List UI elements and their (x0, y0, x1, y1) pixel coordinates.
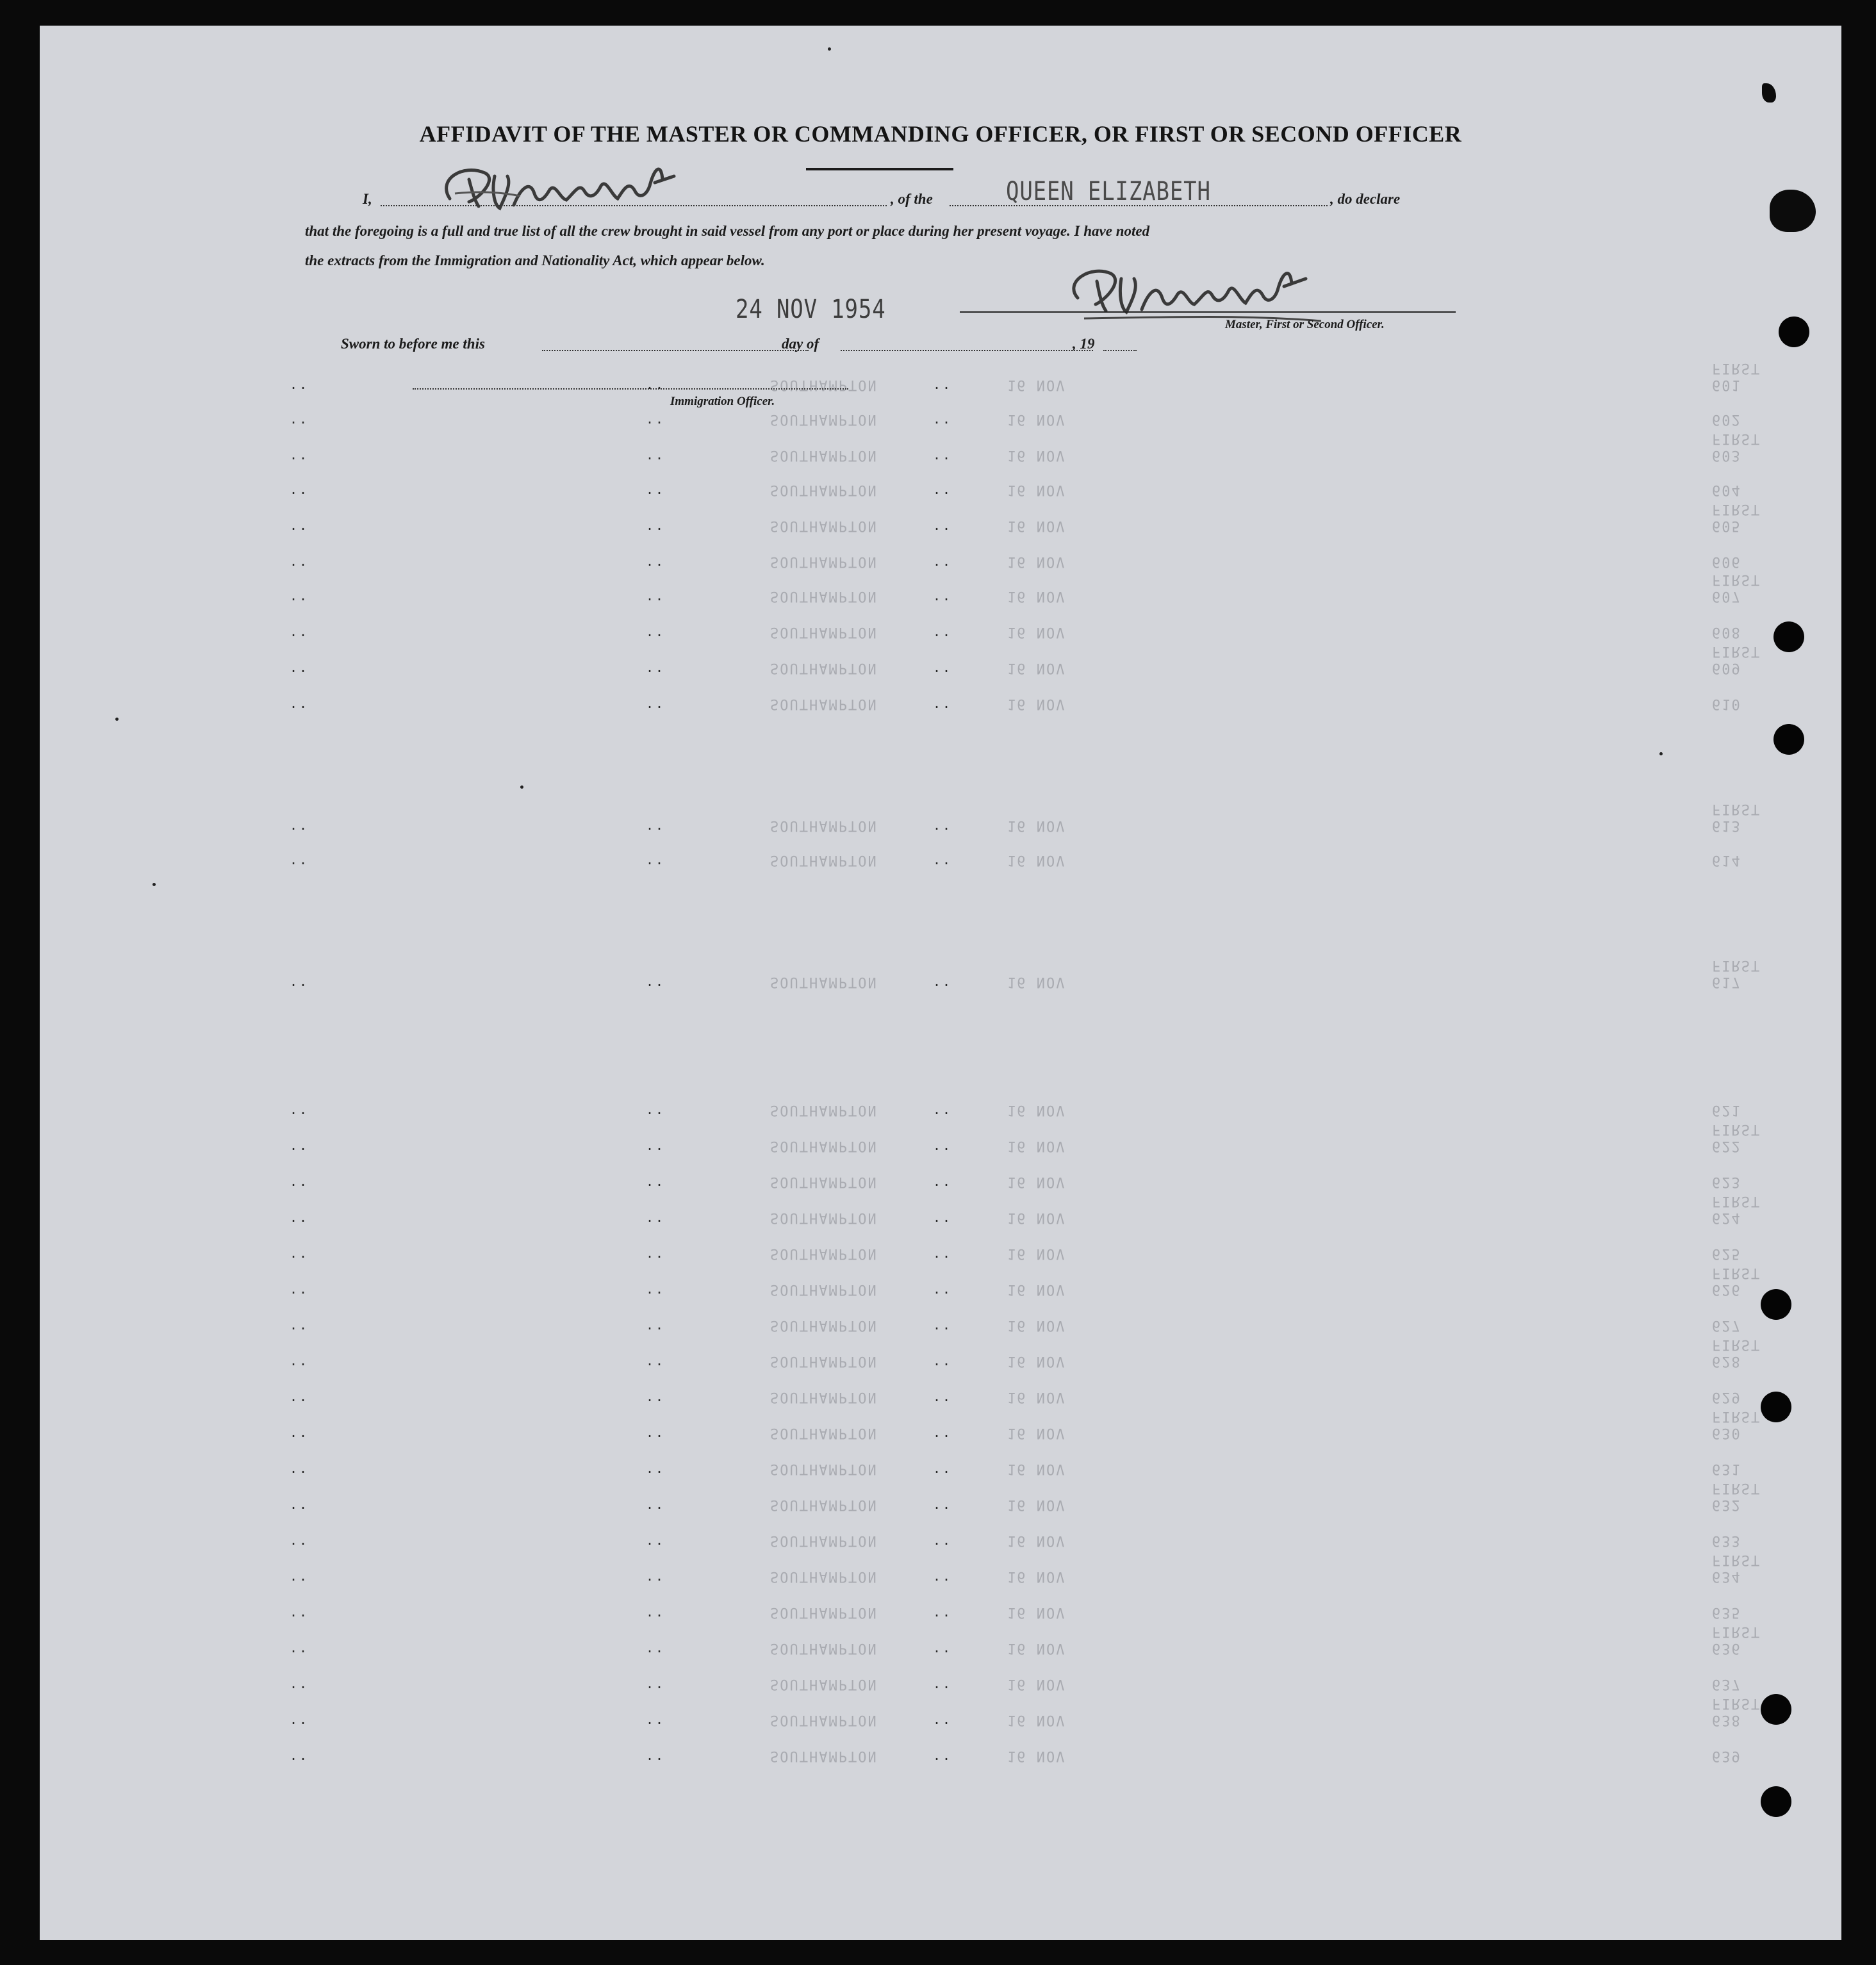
dot-mark: .. (933, 588, 953, 604)
bleed-through-port: SOUTHAMPTON (770, 588, 878, 604)
bleed-through-date: 16 NOV (1007, 1174, 1066, 1190)
bleed-through-row (40, 624, 1841, 643)
bleed-through-port: SOUTHAMPTON (770, 1676, 878, 1692)
dot-mark: .. (646, 447, 666, 463)
dot-mark: .. (290, 482, 309, 497)
dot-mark: .. (933, 377, 953, 392)
day-of-label: day of (782, 336, 819, 352)
bleed-through-date: 16 NOV (1007, 1246, 1066, 1262)
dot-mark: .. (290, 1389, 309, 1404)
dot-mark: .. (933, 1138, 953, 1153)
vessel-name-stamp: QUEEN ELIZABETH (1006, 177, 1211, 206)
bleed-through-class: FIRST (1712, 1408, 1761, 1424)
dot-mark: .. (646, 1317, 666, 1333)
bleed-through-class: FIRST (1712, 360, 1761, 376)
dot-mark: .. (290, 1604, 309, 1620)
bleed-through-number: 625 (1712, 1246, 1741, 1262)
bleed-through-date: 16 NOV (1007, 1425, 1066, 1441)
bleed-through-port: SOUTHAMPTON (770, 1712, 878, 1728)
bleed-through-number: 613 (1712, 818, 1741, 834)
dot-mark: .. (290, 1317, 309, 1333)
bleed-through-class: FIRST (1712, 1552, 1761, 1568)
sworn-year-line (1103, 350, 1137, 351)
bleed-through-row (40, 501, 1841, 537)
dot-mark: .. (933, 1353, 953, 1369)
dot-mark: .. (290, 1676, 309, 1691)
punch-hole (1773, 621, 1804, 652)
dot-mark: .. (646, 1640, 666, 1656)
dot-mark: .. (933, 447, 953, 463)
punch-hole (1761, 1694, 1791, 1725)
affidavit-title: AFFIDAVIT OF THE MASTER OR COMMANDING OFFICER, OR FIRST OR SECOND OFFICER (419, 121, 1462, 147)
dot-mark: .. (646, 1676, 666, 1691)
bleed-through-date: 16 NOV (1007, 852, 1066, 868)
bleed-through-number: 623 (1712, 1174, 1741, 1190)
dot-mark: .. (646, 1533, 666, 1548)
dot-mark: .. (646, 852, 666, 867)
bleed-through-class: FIRST (1712, 957, 1761, 973)
dot-mark: .. (290, 1461, 309, 1476)
bleed-through-port: SOUTHAMPTON (770, 696, 878, 712)
dot-mark: .. (646, 377, 666, 392)
dot-mark: .. (290, 1425, 309, 1440)
bleed-through-row (40, 957, 1841, 993)
bleed-through-number: 607 (1712, 588, 1741, 604)
bleed-through-row (40, 1748, 1841, 1767)
bleed-through-date: 16 NOV (1007, 1138, 1066, 1154)
sworn-prefix: Sworn to before me this (341, 336, 485, 352)
dot-mark: .. (646, 1748, 666, 1763)
bleed-through-port: SOUTHAMPTON (770, 1568, 878, 1584)
bleed-through-date: 16 NOV (1007, 554, 1066, 570)
dot-mark: .. (290, 1748, 309, 1763)
bleed-through-number: 624 (1712, 1210, 1741, 1226)
bleed-through-date: 16 NOV (1007, 624, 1066, 640)
bleed-through-number: 604 (1712, 482, 1741, 498)
bleed-through-date: 16 NOV (1007, 447, 1066, 463)
dot-mark: .. (646, 818, 666, 833)
bleed-through-date: 16 NOV (1007, 1102, 1066, 1118)
speck (1659, 752, 1663, 755)
bleed-through-port: SOUTHAMPTON (770, 447, 878, 463)
dot-mark: .. (933, 1748, 953, 1763)
bleed-through-row (40, 801, 1841, 837)
bleed-through-number: 626 (1712, 1281, 1741, 1297)
bleed-through-number: 638 (1712, 1712, 1741, 1728)
dot-mark: .. (933, 1568, 953, 1584)
bleed-through-number: 630 (1712, 1425, 1741, 1441)
bleed-through-date: 16 NOV (1007, 518, 1066, 534)
bleed-through-row (40, 1121, 1841, 1157)
bleed-through-date: 16 NOV (1007, 1497, 1066, 1513)
dot-mark: .. (646, 482, 666, 497)
punch-hole (1761, 1786, 1791, 1817)
dot-mark: .. (290, 1281, 309, 1297)
bleed-through-port: SOUTHAMPTON (770, 377, 878, 393)
dot-mark: .. (646, 1389, 666, 1404)
bleed-through-class: FIRST (1712, 1336, 1761, 1352)
document-page (40, 26, 1841, 1940)
bleed-through-number: 631 (1712, 1461, 1741, 1477)
bleed-through-port: SOUTHAMPTON (770, 1497, 878, 1513)
dot-mark: .. (290, 1533, 309, 1548)
bleed-through-number: 610 (1712, 696, 1741, 712)
bleed-through-number: 605 (1712, 518, 1741, 534)
bleed-through-number: 614 (1712, 852, 1741, 868)
bleed-through-date: 16 NOV (1007, 588, 1066, 604)
dot-mark: .. (646, 518, 666, 533)
bleed-through-class: FIRST (1712, 1695, 1761, 1711)
bleed-through-date: 16 NOV (1007, 1533, 1066, 1549)
speck (828, 47, 831, 51)
bleed-through-port: SOUTHAMPTON (770, 1210, 878, 1226)
dot-mark: .. (646, 1712, 666, 1727)
bleed-through-date: 16 NOV (1007, 1676, 1066, 1692)
bleed-through-date: 16 NOV (1007, 1281, 1066, 1297)
bleed-through-number: 629 (1712, 1389, 1741, 1405)
bleed-through-number: 635 (1712, 1604, 1741, 1620)
bleed-through-number: 632 (1712, 1497, 1741, 1513)
dot-mark: .. (933, 974, 953, 989)
dot-mark: .. (290, 447, 309, 463)
punch-hole (1779, 317, 1809, 347)
bleed-through-port: SOUTHAMPTON (770, 1425, 878, 1441)
dot-mark: .. (290, 588, 309, 604)
ink-mark (1762, 83, 1776, 103)
dot-mark: .. (290, 1640, 309, 1656)
bleed-through-date: 16 NOV (1007, 1353, 1066, 1369)
year-prefix: , 19 (1073, 336, 1095, 352)
bleed-through-date: 16 NOV (1007, 1317, 1066, 1333)
bleed-through-number: 628 (1712, 1353, 1741, 1369)
bleed-through-port: SOUTHAMPTON (770, 554, 878, 570)
bleed-through-port: SOUTHAMPTON (770, 1748, 878, 1764)
dot-mark: .. (290, 1712, 309, 1727)
dot-mark: .. (290, 660, 309, 675)
dot-mark: .. (933, 660, 953, 675)
dot-mark: .. (933, 518, 953, 533)
dot-mark: .. (646, 1138, 666, 1153)
bleed-through-class: FIRST (1712, 1265, 1761, 1281)
dot-mark: .. (646, 1461, 666, 1476)
bleed-through-date: 16 NOV (1007, 1568, 1066, 1584)
bleed-through-port: SOUTHAMPTON (770, 1174, 878, 1190)
bleed-through-number: 633 (1712, 1533, 1741, 1549)
bleed-through-row (40, 1676, 1841, 1695)
punch-hole (1761, 1289, 1791, 1320)
bleed-through-number: 608 (1712, 624, 1741, 640)
bleed-through-date: 16 NOV (1007, 1640, 1066, 1656)
bleed-through-number: 617 (1712, 974, 1741, 990)
dot-mark: .. (933, 1317, 953, 1333)
dot-mark: .. (646, 696, 666, 711)
bleed-through-number: 622 (1712, 1138, 1741, 1154)
dot-mark: .. (646, 1568, 666, 1584)
dot-mark: .. (290, 411, 309, 427)
bleed-through-date: 16 NOV (1007, 1389, 1066, 1405)
bleed-through-class: FIRST (1712, 801, 1761, 817)
dot-mark: .. (290, 1210, 309, 1225)
bleed-through-date: 16 NOV (1007, 696, 1066, 712)
bleed-through-port: SOUTHAMPTON (770, 624, 878, 640)
bleed-through-date: 16 NOV (1007, 411, 1066, 427)
dot-mark: .. (933, 1425, 953, 1440)
dot-mark: .. (933, 1497, 953, 1512)
bleed-through-number: 639 (1712, 1748, 1741, 1764)
of-the-label: , of the (891, 191, 933, 207)
dot-mark: .. (646, 1174, 666, 1189)
dot-mark: .. (290, 1102, 309, 1117)
title-underline (806, 168, 953, 170)
master-signature-top (424, 154, 693, 224)
bleed-through-row (40, 360, 1841, 396)
bleed-through-row (40, 1624, 1841, 1659)
dot-mark: .. (933, 554, 953, 569)
ink-blot (1770, 190, 1816, 232)
master-officer-label: Master, First or Second Officer. (1225, 318, 1385, 331)
dot-mark: .. (290, 1568, 309, 1584)
bleed-through-class: FIRST (1712, 1480, 1761, 1496)
bleed-through-row (40, 1695, 1841, 1731)
bleed-through-port: SOUTHAMPTON (770, 1533, 878, 1549)
punch-hole (1773, 724, 1804, 755)
dot-mark: .. (290, 554, 309, 569)
bleed-through-port: SOUTHAMPTON (770, 974, 878, 990)
dot-mark: .. (646, 1353, 666, 1369)
dot-mark: .. (290, 1497, 309, 1512)
dot-mark: .. (933, 696, 953, 711)
speck (520, 785, 523, 789)
bleed-through-port: SOUTHAMPTON (770, 1640, 878, 1656)
bleed-through-row (40, 1102, 1841, 1121)
bleed-through-port: SOUTHAMPTON (770, 1102, 878, 1118)
dot-mark: .. (646, 1246, 666, 1261)
immigration-officer-line (413, 388, 848, 390)
bleed-through-row (40, 1317, 1841, 1336)
sworn-day-line (542, 350, 809, 351)
bleed-through-row (40, 696, 1841, 715)
dot-mark: .. (646, 1102, 666, 1117)
dot-mark: .. (933, 1533, 953, 1548)
dot-mark: .. (933, 1461, 953, 1476)
dot-mark: .. (933, 1281, 953, 1297)
bleed-through-date: 16 NOV (1007, 1461, 1066, 1477)
bleed-through-row (40, 571, 1841, 607)
dot-mark: .. (290, 624, 309, 639)
bleed-through-port: SOUTHAMPTON (770, 518, 878, 534)
bleed-through-row (40, 482, 1841, 501)
speck (152, 883, 156, 886)
dot-mark: .. (646, 411, 666, 427)
bleed-through-number: 601 (1712, 377, 1741, 393)
dot-mark: .. (646, 1604, 666, 1620)
bleed-through-date: 16 NOV (1007, 1712, 1066, 1728)
dot-mark: .. (290, 518, 309, 533)
bleed-through-row (40, 1408, 1841, 1444)
bleed-through-date: 16 NOV (1007, 1604, 1066, 1620)
dot-mark: .. (933, 1712, 953, 1727)
bleed-through-row (40, 1174, 1841, 1193)
bleed-through-number: 603 (1712, 447, 1741, 463)
bleed-through-port: SOUTHAMPTON (770, 1461, 878, 1477)
dot-mark: .. (646, 1425, 666, 1440)
bleed-through-date: 16 NOV (1007, 1210, 1066, 1226)
dot-mark: .. (646, 660, 666, 675)
dot-mark: .. (933, 852, 953, 867)
bleed-through-port: SOUTHAMPTON (770, 660, 878, 676)
dot-mark: .. (933, 818, 953, 833)
bleed-through-port: SOUTHAMPTON (770, 482, 878, 498)
dot-mark: .. (933, 1246, 953, 1261)
bleed-through-number: 627 (1712, 1317, 1741, 1333)
dot-mark: .. (646, 1497, 666, 1512)
bleed-through-row (40, 411, 1841, 431)
bleed-through-number: 609 (1712, 660, 1741, 676)
declaration-text-line-1: that the foregoing is a full and true list of all the crew brought in said vessel from any port or place during her present voyage. I have noted (305, 223, 1150, 239)
dot-mark: .. (933, 1174, 953, 1189)
bleed-through-row (40, 1336, 1841, 1372)
dot-mark: .. (933, 1102, 953, 1117)
bleed-through-class: FIRST (1712, 643, 1761, 659)
bleed-through-number: 634 (1712, 1568, 1741, 1584)
bleed-through-date: 16 NOV (1007, 818, 1066, 834)
dot-mark: .. (933, 1210, 953, 1225)
dot-mark: .. (290, 1138, 309, 1153)
bleed-through-date: 16 NOV (1007, 974, 1066, 990)
dot-mark: .. (933, 482, 953, 497)
punch-hole (1761, 1392, 1791, 1422)
bleed-through-number: 621 (1712, 1102, 1741, 1118)
dot-mark: .. (933, 411, 953, 427)
immigration-officer-label: Immigration Officer. (670, 395, 775, 408)
dot-mark: .. (933, 1676, 953, 1691)
dot-mark: .. (290, 818, 309, 833)
dot-mark: .. (646, 624, 666, 639)
dot-mark: .. (646, 1210, 666, 1225)
bleed-through-date: 16 NOV (1007, 377, 1066, 393)
bleed-through-row (40, 1461, 1841, 1480)
declaration-text-line-2: the extracts from the Immigration and Nationality Act, which appear below. (305, 252, 765, 268)
bleed-through-row (40, 1533, 1841, 1552)
dot-mark: .. (646, 1281, 666, 1297)
declarant-prefix: I, (363, 191, 372, 207)
bleed-through-date: 16 NOV (1007, 1748, 1066, 1764)
bleed-through-row (40, 1389, 1841, 1408)
bleed-through-date: 16 NOV (1007, 482, 1066, 498)
sworn-month-line (841, 350, 1093, 351)
bleed-through-row (40, 1552, 1841, 1588)
dot-mark: .. (290, 1246, 309, 1261)
bleed-through-row (40, 1480, 1841, 1516)
bleed-through-number: 637 (1712, 1676, 1741, 1692)
bleed-through-number: 602 (1712, 411, 1741, 427)
bleed-through-port: SOUTHAMPTON (770, 1281, 878, 1297)
bleed-through-class: FIRST (1712, 501, 1761, 517)
bleed-through-port: SOUTHAMPTON (770, 1138, 878, 1154)
bleed-through-row (40, 554, 1841, 573)
dot-mark: .. (290, 974, 309, 989)
dot-mark: .. (290, 377, 309, 392)
master-signature-line (960, 311, 1456, 313)
bleed-through-class: FIRST (1712, 1193, 1761, 1209)
bleed-through-row (40, 1246, 1841, 1265)
dot-mark: .. (646, 554, 666, 569)
do-declare-label: , do declare (1330, 191, 1401, 207)
bleed-through-class: FIRST (1712, 431, 1761, 447)
bleed-through-port: SOUTHAMPTON (770, 1246, 878, 1262)
dot-mark: .. (933, 1389, 953, 1404)
dot-mark: .. (646, 974, 666, 989)
speck (115, 718, 119, 721)
dot-mark: .. (646, 588, 666, 604)
dot-mark: .. (933, 1604, 953, 1620)
bleed-through-row (40, 643, 1841, 679)
bleed-through-date: 16 NOV (1007, 660, 1066, 676)
bleed-through-port: SOUTHAMPTON (770, 1389, 878, 1405)
dot-mark: .. (290, 696, 309, 711)
bleed-through-port: SOUTHAMPTON (770, 1317, 878, 1333)
dot-mark: .. (933, 624, 953, 639)
bleed-through-port: SOUTHAMPTON (770, 852, 878, 868)
bleed-through-class: FIRST (1712, 571, 1761, 588)
date-stamp: 24 NOV 1954 (736, 295, 886, 324)
bleed-through-number: 636 (1712, 1640, 1741, 1656)
dot-mark: .. (290, 852, 309, 867)
bleed-through-port: SOUTHAMPTON (770, 1353, 878, 1369)
dot-mark: .. (290, 1353, 309, 1369)
dot-mark: .. (933, 1640, 953, 1656)
bleed-through-port: SOUTHAMPTON (770, 818, 878, 834)
bleed-through-row (40, 431, 1841, 466)
bleed-through-port: SOUTHAMPTON (770, 411, 878, 427)
bleed-through-number: 606 (1712, 554, 1741, 570)
bleed-through-row (40, 1193, 1841, 1229)
dot-mark: .. (290, 1174, 309, 1189)
bleed-through-class: FIRST (1712, 1624, 1761, 1640)
bleed-through-port: SOUTHAMPTON (770, 1604, 878, 1620)
bleed-through-class: FIRST (1712, 1121, 1761, 1137)
bleed-through-row (40, 852, 1841, 871)
bleed-through-row (40, 1604, 1841, 1624)
bleed-through-row (40, 1265, 1841, 1301)
